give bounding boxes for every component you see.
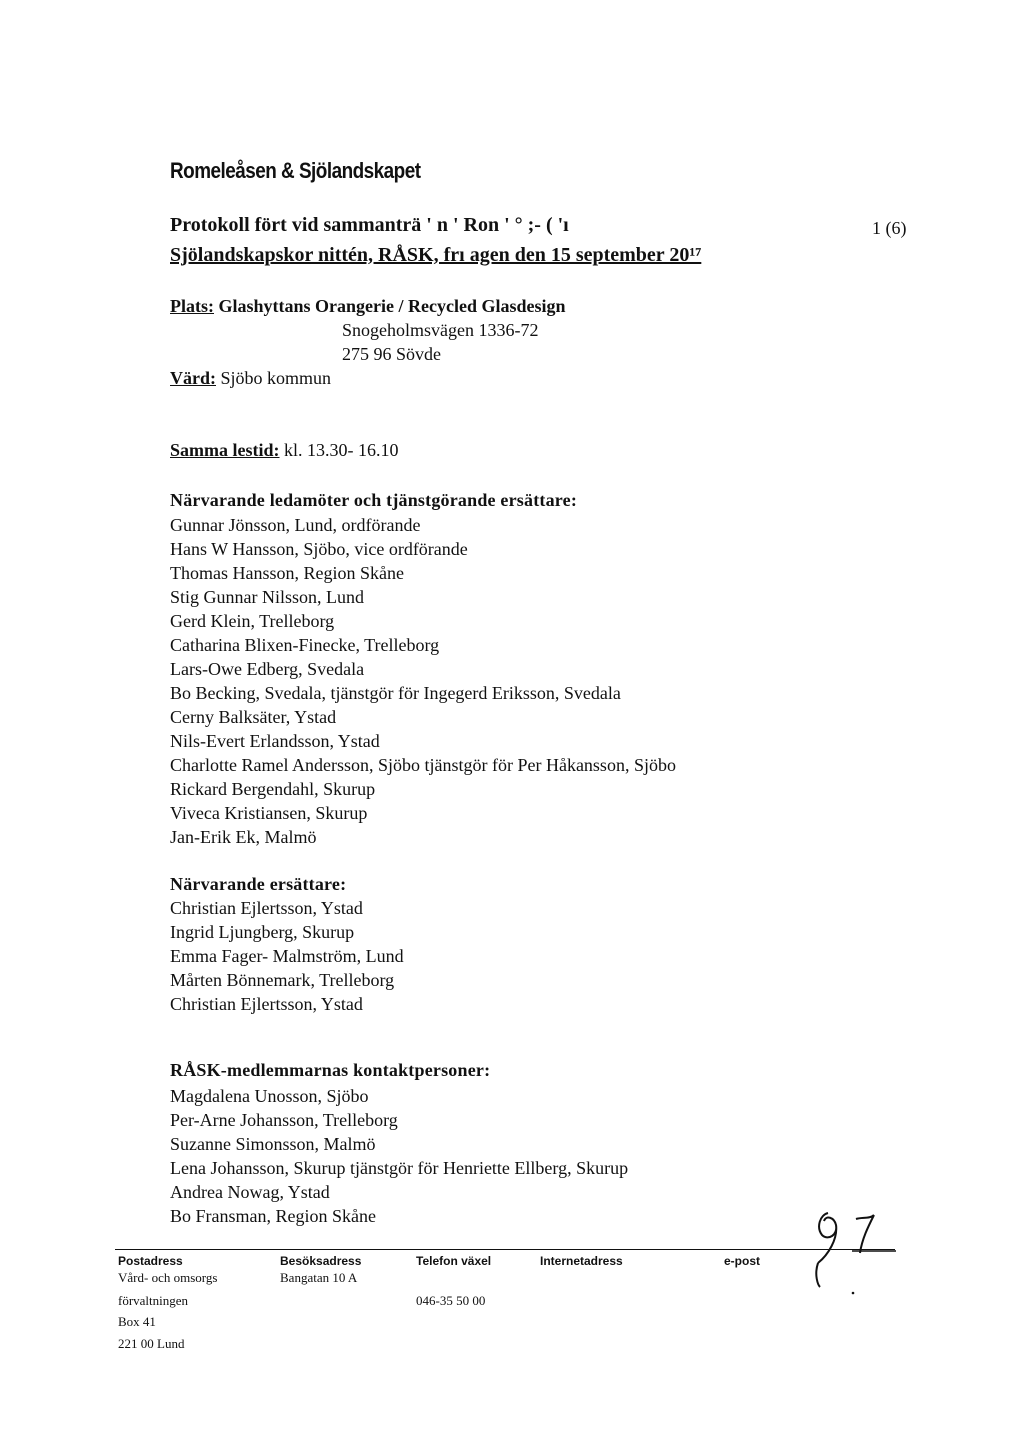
list-item: Bo Becking, Svedala, tjänstgör för Ingegerd Eriksson, Svedala xyxy=(170,683,621,703)
footer-divider xyxy=(115,1249,895,1250)
footer-postal-line-3: Box 41 xyxy=(118,1314,156,1329)
footer-postal-line-4: 221 00 Lund xyxy=(118,1336,185,1351)
list-item: Christian Ejlertsson, Ystad xyxy=(170,898,363,918)
protocol-title-line-1: Protokoll fört vid sammanträ ' n ' Ron ' ° ;- ( 'ı xyxy=(170,214,569,236)
footer-email-label: e-post xyxy=(724,1254,760,1268)
footer-phone-value: 046-35 50 00 xyxy=(416,1293,486,1308)
list-item: Ingrid Ljungberg, Skurup xyxy=(170,922,355,942)
list-item: Gunnar Jönsson, Lund, ordförande xyxy=(170,515,421,535)
list-item: Stig Gunnar Nilsson, Lund xyxy=(170,587,365,607)
list-item: Suzanne Simonsson, Malmö xyxy=(170,1134,376,1154)
substitutes-heading: Närvarande ersättare: xyxy=(170,874,347,894)
list-item: Charlotte Ramel Andersson, Sjöbo tjänstgör för Per Håkansson, Sjöbo xyxy=(170,755,676,775)
signature-initials-image xyxy=(798,1205,898,1295)
list-item: Bo Fransman, Region Skåne xyxy=(170,1206,376,1226)
list-item: Catharina Blixen-Finecke, Trelleborg xyxy=(170,635,440,655)
footer-postal-line-1: Vård- och omsorgs xyxy=(118,1270,218,1285)
protocol-title-line-2: Sjölandskapskor nittén, RÅSK, frı agen den 15 september 20¹⁷ xyxy=(170,244,702,266)
host-value: Sjöbo kommun xyxy=(220,368,332,388)
list-item: Lars-Owe Edberg, Svedala xyxy=(170,659,365,679)
members-heading: Närvarande ledamöter och tjänstgörande ersättare: xyxy=(170,490,578,510)
list-item: Rickard Bergendahl, Skurup xyxy=(170,779,376,799)
meeting-time-line xyxy=(170,440,399,461)
list-item: Emma Fager- Malmström, Lund xyxy=(170,946,404,966)
list-item: Nils-Evert Erlandsson, Ystad xyxy=(170,731,380,751)
footer-postal-line-2: förvaltningen xyxy=(118,1293,189,1308)
contacts-heading: RÅSK-medlemmarnas kontaktpersoner: xyxy=(170,1060,491,1080)
footer-visit-label: Besöksadress xyxy=(280,1254,362,1268)
footer-visit-value: Bangatan 10 A xyxy=(280,1270,358,1285)
footer-phone-label: Telefon växel xyxy=(416,1254,492,1268)
place-value: Glashyttans Orangerie / Recycled Glasdesign xyxy=(218,296,566,316)
list-item: Viveca Kristiansen, Skurup xyxy=(170,803,368,823)
list-item: Jan-Erik Ek, Malmö xyxy=(170,827,317,847)
meeting-time-label: Samma lestid: xyxy=(170,440,280,460)
list-item: Lena Johansson, Skurup tjänstgör för Henriette Ellberg, Skurup xyxy=(170,1158,629,1178)
meeting-time-value: kl. 13.30- 16.10 xyxy=(284,440,399,460)
list-item: Hans W Hansson, Sjöbo, vice ordförande xyxy=(170,539,468,559)
venue-line xyxy=(170,296,565,317)
members-list xyxy=(170,513,676,849)
list-item: Magdalena Unosson, Sjöbo xyxy=(170,1086,369,1106)
list-item: Thomas Hansson, Region Skåne xyxy=(170,563,404,583)
footer-postal-label: Postadress xyxy=(118,1254,183,1268)
page-number: 1 (6) xyxy=(872,218,907,238)
footer-web-label: Internetadress xyxy=(540,1254,623,1268)
list-item: Per-Arne Johansson, Trelleborg xyxy=(170,1110,398,1130)
host-label: Värd: xyxy=(170,368,216,388)
organization-name: Romeleåsen & Sjölandskapet xyxy=(170,158,421,183)
list-item: Cerny Balksäter, Ystad xyxy=(170,707,337,727)
place-label: Plats: xyxy=(170,296,214,316)
list-item: Mårten Bönnemark, Trelleborg xyxy=(170,970,395,990)
list-item: Christian Ejlertsson, Ystad xyxy=(170,994,363,1014)
substitutes-list xyxy=(170,896,404,1016)
contacts-list xyxy=(170,1084,628,1228)
list-item: Gerd Klein, Trelleborg xyxy=(170,611,335,631)
address-line-2: 275 96 Sövde xyxy=(342,344,441,364)
list-item: Andrea Nowag, Ystad xyxy=(170,1182,330,1202)
host-line xyxy=(170,368,331,389)
address-line-1: Snogeholmsvägen 1336-72 xyxy=(342,320,539,340)
